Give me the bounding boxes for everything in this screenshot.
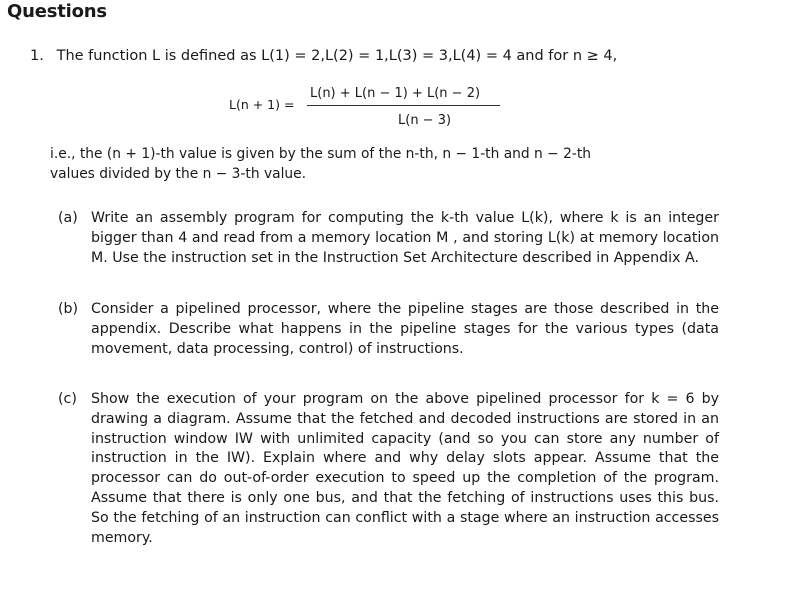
equation-denominator: L(n − 3) bbox=[398, 113, 452, 128]
equation-lhs: L(n + 1) = bbox=[229, 97, 295, 112]
part-a-label: (a) bbox=[58, 210, 78, 226]
part-b-text: Consider a pipelined processor, where the pipeline stages are those described in the appendix. Describe what happens in the pipeline stages for the various types (data movement, data processing, control) of instructions. bbox=[91, 301, 719, 357]
explanation-line-2: values divided by the n − 3-th value. bbox=[50, 165, 307, 182]
explanation-line-1: i.e., the (n + 1)-th value is given by the sum of the n-th, n − 1-th and n − 2-th bbox=[50, 146, 592, 162]
part-a-text: Write an assembly program for computing the k-th value L(k), where k is an integer bigger than 4 and read from a memory location M , and storing L(k) at memory location M. Use the instruction set in the Instruction Set Architecture described in Appendix A. bbox=[91, 210, 719, 266]
question-number: 1. bbox=[30, 48, 44, 64]
part-b-label: (b) bbox=[58, 301, 79, 317]
fraction-bar bbox=[307, 105, 500, 106]
equation-numerator: L(n) + L(n − 1) + L(n − 2) bbox=[310, 86, 481, 101]
question-1-intro bbox=[30, 48, 617, 64]
question-1-intro-text: The function L is defined as L(1) = 2,L(2) = 1,L(3) = 3,L(4) = 4 and for n ≥ 4, bbox=[56, 48, 618, 64]
part-c-text: Show the execution of your program on the above pipelined processor for k = 6 by drawing a diagram. Assume that the fetched and decoded instructions are stored in an instruction window IW with unlimited capacity (and so you can store any number of instruction in the IW). Explain where and why delay slots appear. Assume that the processor can do out-of-order execution to speed up the completion of the program. Assume that there is only one bus, and that the fetching of instructions uses this bus. So the fetching of an instruction can conflict with a stage where an instruction accesses memory. bbox=[91, 391, 719, 546]
page-title: Questions bbox=[7, 1, 107, 22]
part-c-label: (c) bbox=[58, 391, 77, 407]
question-1-explanation bbox=[50, 145, 591, 184]
